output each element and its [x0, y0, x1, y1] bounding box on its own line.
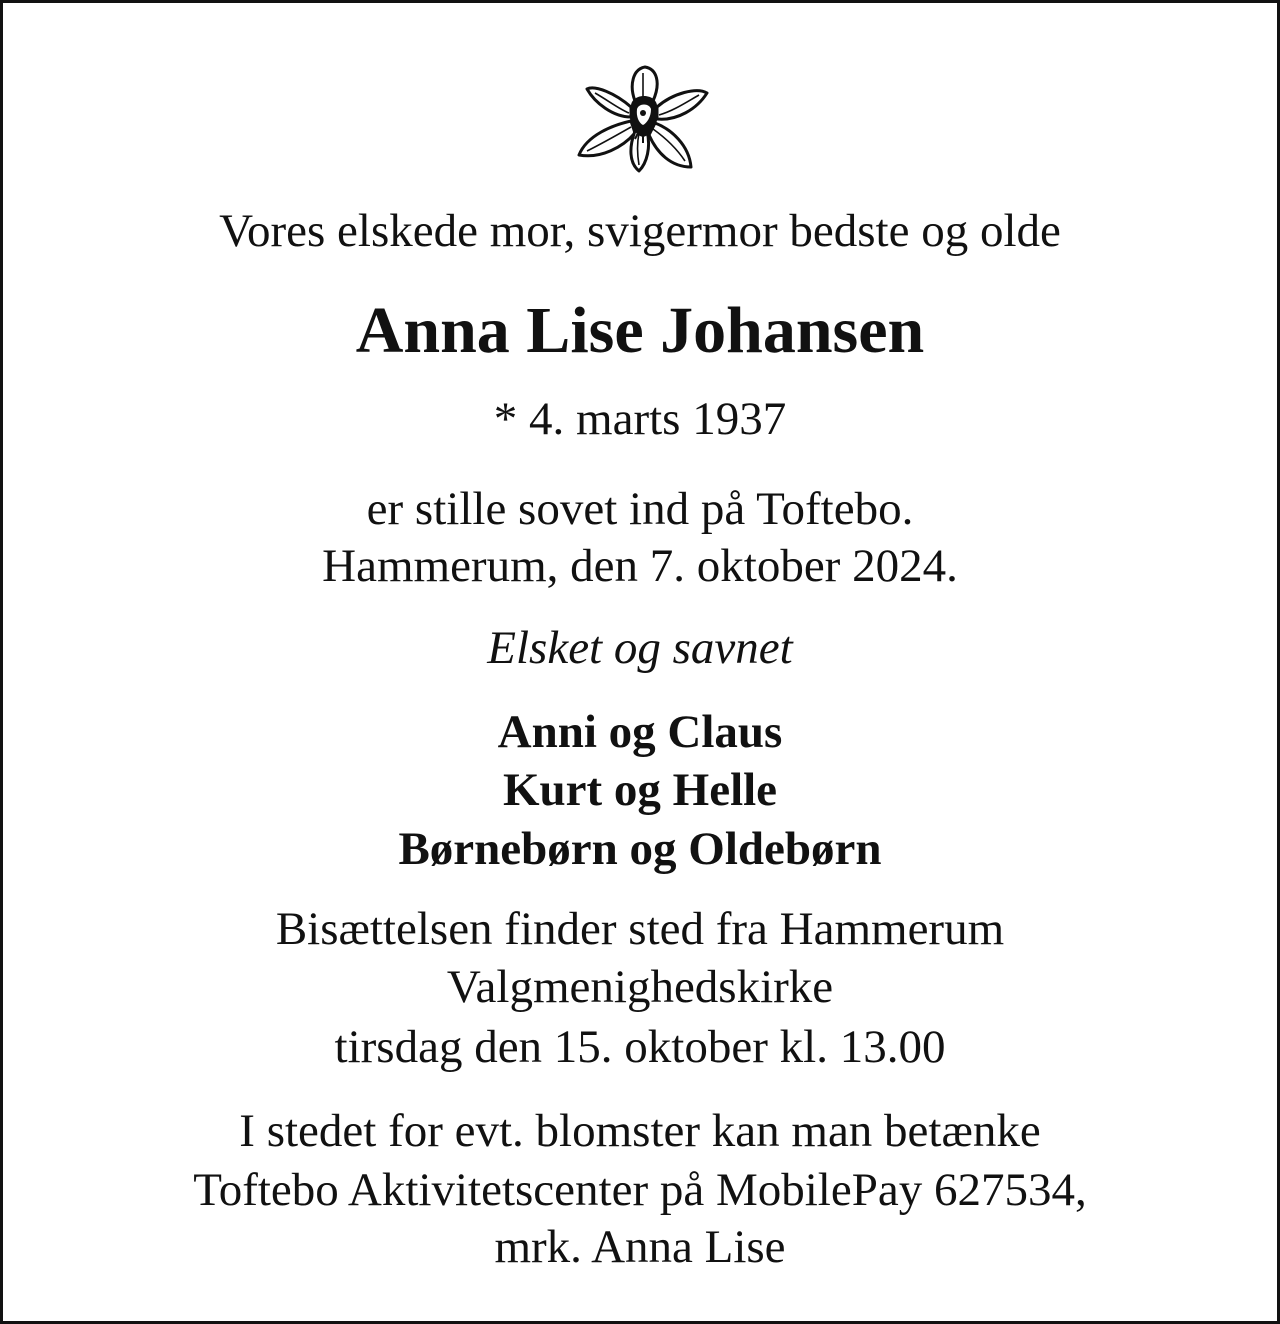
donation-line-3: mrk. Anna Lise — [494, 1221, 786, 1273]
donation-line-1: I stedet for evt. blomster kan man betænke — [239, 1105, 1041, 1157]
orchid-flower-icon — [573, 63, 715, 175]
service-line-1: Bisættelsen finder sted fra Hammerum — [275, 903, 1005, 955]
intro-text: Vores elskede mor, svigermor bedste og olde — [219, 205, 1061, 257]
birth-date: * 4. marts 1937 — [493, 393, 787, 445]
family-line-3: Børnebørn og Oldebørn — [398, 823, 882, 875]
family-line-1: Anni og Claus — [497, 706, 783, 758]
passing-line-2: Hammerum, den 7. oktober 2024. — [322, 540, 958, 592]
service-line-2: Valgmenighedskirke — [446, 961, 834, 1013]
family-line-2: Kurt og Helle — [502, 764, 778, 816]
passing-line-1: er stille sovet ind på Toftebo. — [366, 483, 914, 535]
deceased-name: Anna Lise Johansen — [355, 294, 925, 367]
donation-line-2: Toftebo Aktivitetscenter på MobilePay 627534, — [193, 1164, 1087, 1216]
tagline: Elsket og savnet — [487, 622, 793, 674]
service-line-3: tirsdag den 15. oktober kl. 13.00 — [334, 1021, 946, 1073]
